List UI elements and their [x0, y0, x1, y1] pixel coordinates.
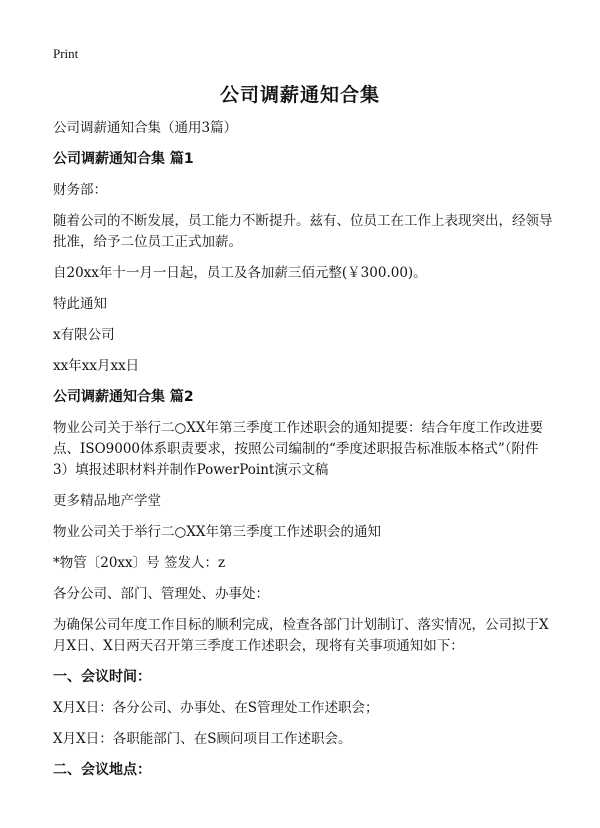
print-link[interactable]: Print — [53, 46, 79, 61]
section-heading: 公司调薪通知合集 篇2 — [53, 389, 194, 405]
section-1 — [53, 149, 553, 377]
document-body — [53, 118, 553, 791]
paragraph: 物业公司关于举行二○XX年第三季度工作述职会的通知提要：结合年度工作改进要点、ISO9000体系职责要求，按照公司编制的“季度述职报告标准版本格式”（附件3）填报述职材料并制作PowerPoint演示文稿 — [53, 420, 544, 478]
section-heading: 二、会议地点： — [53, 762, 151, 778]
paragraph: 为确保公司年度工作目标的顺利完成，检查各部门计划制订、落实情况，公司拟于X月X日、X日两天召开第三季度工作述职会，现将有关事项通知如下： — [53, 617, 549, 654]
paragraph: x有限公司 — [53, 327, 115, 343]
section-heading: 一、会议时间： — [53, 669, 151, 685]
paragraph: *物管〔20xx〕号 签发人：z — [53, 555, 226, 571]
section-2 — [53, 387, 553, 657]
paragraph: xx年xx月xx日 — [53, 358, 140, 374]
paragraph: X月X日：各职能部门、在S顾问项目工作述职会。 — [53, 731, 352, 747]
document-title: 公司调薪通知合集 — [219, 84, 380, 106]
paragraph: 特此通知 — [53, 296, 107, 312]
paragraph: 物业公司关于举行二○XX年第三季度工作述职会的通知 — [53, 524, 382, 540]
section-heading: 公司调薪通知合集 篇1 — [53, 151, 194, 167]
intro-line: 公司调薪通知合集（通用3篇） — [53, 120, 238, 136]
paragraph: 更多精品地产学堂 — [53, 493, 161, 509]
paragraph: 随着公司的不断发展，员工能力不断提升。兹有、位员工在工作上表现突出，经领导批准，给予二位员工正式加薪。 — [53, 213, 553, 250]
section-meeting-place — [53, 760, 553, 781]
paragraph: 各分公司、部门、管理处、办事处： — [53, 586, 269, 602]
paragraph: 财务部： — [53, 182, 107, 198]
paragraph: X月X日：各分公司、办事处、在S管理处工作述职会； — [53, 700, 379, 716]
paragraph: 自20xx年十一月一日起，员工及各加薪三佰元整(￥300.00)。 — [53, 265, 427, 281]
section-meeting-time — [53, 667, 553, 750]
